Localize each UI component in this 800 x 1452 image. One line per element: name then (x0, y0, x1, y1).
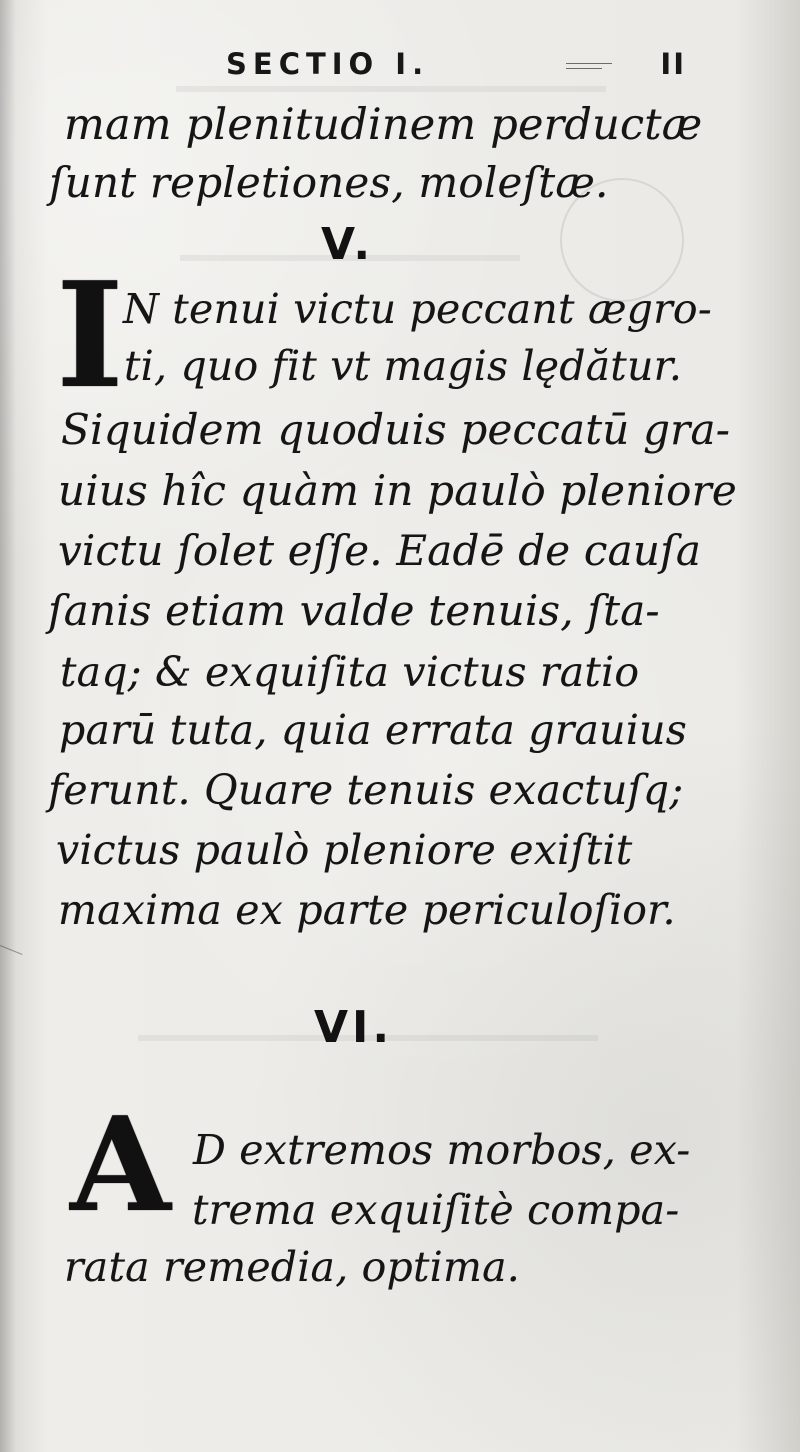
text-line: mam plenitudinem perductæ (64, 100, 703, 150)
text-line: D extremos morbos, ex- (193, 1126, 691, 1174)
text-line: trema exquiſitè compa- (192, 1186, 680, 1234)
section-heading-vi: VI. (314, 1002, 394, 1053)
page-header (226, 47, 686, 87)
section-heading-v: V. (321, 219, 375, 270)
text-line: ti, quo fit vt magis lędătur. (124, 342, 683, 390)
text-line: uius hîc quàm in paulò pleniore (58, 466, 737, 515)
text-line: parū tuta, quia errata grauius (59, 706, 687, 754)
text-line: victu ſolet eſſe. Eadē de cauſa (58, 526, 702, 575)
drop-cap-i: I (56, 251, 122, 421)
drop-cap-a: A (70, 1088, 171, 1241)
text-line: rata remedia, optima. (64, 1243, 520, 1291)
paper-mark (566, 63, 612, 64)
text-line: ſunt repletiones, moleſtæ. (49, 158, 609, 207)
text-line: maxima ex parte periculoſior. (58, 886, 676, 934)
text-line: ferunt. Quare tenuis exactuſq; (48, 766, 684, 814)
section-label: SECTIO I. (226, 47, 430, 81)
paper-mark (566, 68, 602, 69)
text-line: victus paulò pleniore exiſtit (56, 826, 633, 874)
page-number: II (660, 47, 686, 81)
text-line: taq; & exquiſita victus ratio (60, 648, 640, 696)
text-line: N tenui victu peccant ægro- (123, 285, 712, 333)
text-line: ſanis etiam valde tenuis, ſta- (48, 586, 660, 635)
text-line: Siquidem quoduis peccatū gra- (61, 405, 731, 454)
